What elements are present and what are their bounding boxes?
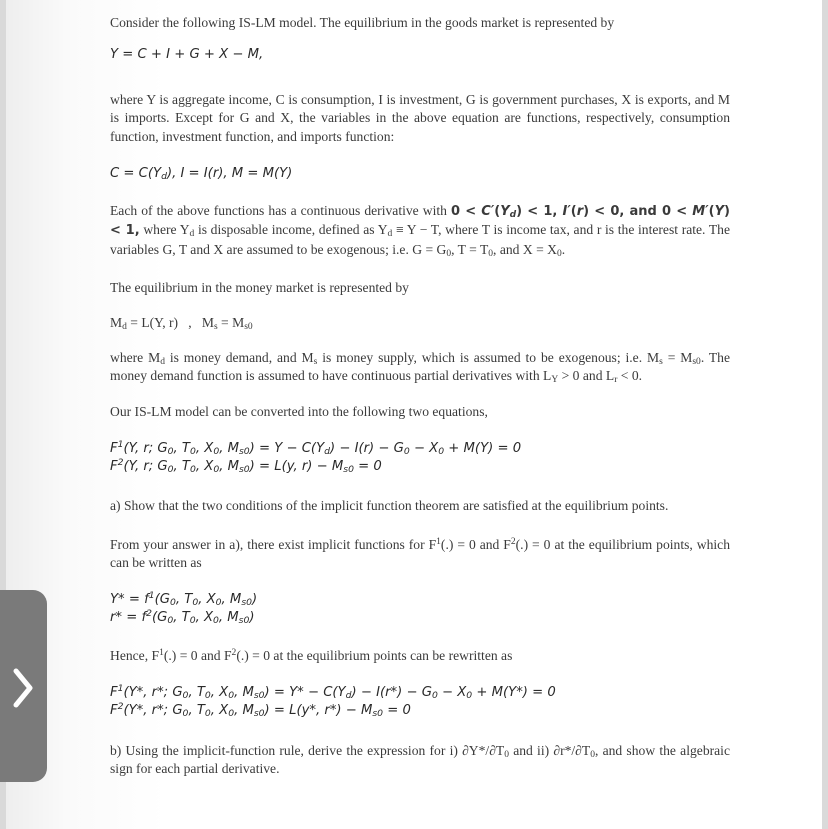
equation-y-star: $Y* = f^1(G_0$, $T_0$, $X_0$, $M_{s0}$) — [110, 590, 258, 608]
chevron-right-icon — [12, 668, 34, 708]
rewritten-paragraph: Hence, $F^1(.) = 0$ and $F^2(.) = 0$ at the equilibrium points can be rewritten as — [110, 648, 513, 663]
equation-f2: $F^2(Y$, r; $G_0$, $T_0$, $X_0$, $M_{s0}) = L(y$, $r) - M_{s0} = 0$ — [110, 457, 382, 475]
equation-r-star: $r* = f^2(G_0$, $T_0$, $X_0$, $M_{s0}$) — [110, 608, 255, 626]
equation-f1-star: $F^1(Y*$, r*; $G_0$, $T_0$, $X_0$, $M_{s0}) = Y* - C(Y_d) - I(r*) - G_0 - X_0 + M(Y*) = 0$ — [110, 683, 556, 701]
document-page — [6, 0, 822, 829]
question-a: a) Show that the two conditions of the implicit function theorem are satisfied at the equilibrium points. — [110, 498, 669, 513]
implicit-functions-paragraph: From your answer in a), there exist implicit functions for $F^1(.) = 0$ and $F^2(.) = 0$ at the equilibrium points, which can be written as — [110, 537, 730, 571]
derivative-conditions: $0 < C'(Y_d) < 1$, I′(r) < 0, and 0 < M′(Y) < 1, — [110, 204, 730, 239]
money-supply-paragraph: where $M_d$ is money demand, and $M_s$ is money supply, which is assumed to be exogenous; i.e. $M_s = M_{s0}$. The money demand function is assumed to have continuous partial derivatives with $L_Y > 0$ and $L_r < 0$. — [110, 350, 730, 386]
money-market-equation: $M_d = L(Y$, r) , $M_s = M_{s0}$ — [110, 315, 253, 332]
money-market-intro: The equilibrium in the money market is represented by — [110, 280, 409, 295]
right-edge-rail — [822, 0, 828, 829]
functions-equation: $C = C(Y_d)$, I = I(r), M = M(Y) — [110, 166, 293, 182]
question-b: b) Using the implicit-function rule, derive the expression for i) $\partial Y*/\partial T_0$ and ii) $\partial r*/\partial T_0$, and show the algebraic sign for each partial derivative. — [110, 743, 730, 777]
goods-market-equation: Y = C + I + G + X − M, — [110, 47, 264, 62]
derivatives-paragraph — [110, 202, 730, 259]
intro-paragraph: Consider the following IS-LM model. The equilibrium in the goods market is represented by — [110, 15, 615, 30]
disposable-income-text: where $Y_d$ is disposable income, defined as $Y_d \equiv Y - T$, where T is income tax, and r is the interest rate. The variables G, T and X are assumed to be exogenous; i.e. $G = G_0$, $T = T_0$, and $X = X_0$. — [110, 222, 731, 259]
conversion-paragraph: Our IS-LM model can be converted into the following two equations, — [110, 404, 488, 419]
equation-f1: $F^1(Y$, r; $G_0$, $T_0$, $X_0$, $M_{s0}) = Y - C(Y_d) - I(r) - G_0 - X_0 + M(Y) = 0$ — [110, 439, 522, 457]
derivatives-intro: Each of the above functions has a continuous derivative with — [110, 203, 447, 218]
equation-f2-star: $F^2(Y*$, r*; $G_0$, $T_0$, $X_0$, $M_{s0}) = L(y*$, $r*) - M_{s0} = 0$ — [110, 701, 411, 719]
variables-paragraph: where Y is aggregate income, C is consumption, I is investment, G is government purchases, X is exports, and M is imports. Except for G and X, the variables in the above equation are functions, respectively, consumption function, investment function, and imports function: — [110, 92, 730, 144]
next-page-button[interactable] — [0, 590, 47, 782]
